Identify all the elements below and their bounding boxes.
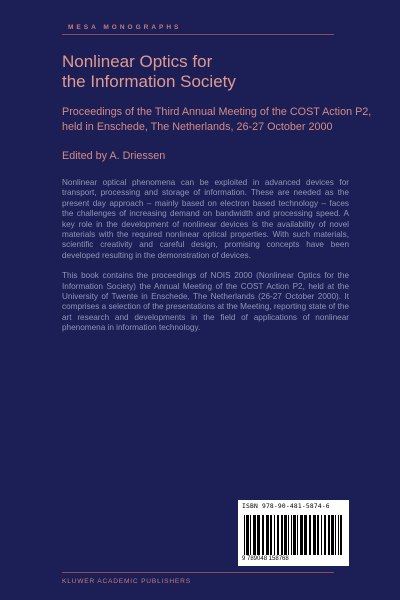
- barcode-bar: [270, 515, 272, 555]
- barcode-number: 9 789048 158768: [242, 556, 289, 562]
- barcode-bar: [321, 515, 322, 555]
- series-name: MESA MONOGRAPHS: [68, 24, 182, 31]
- barcode-bar: [304, 515, 307, 555]
- barcode-bar: [293, 515, 296, 555]
- barcode-bar: [246, 515, 249, 555]
- book-title-line-1: Nonlinear Optics for: [62, 52, 213, 71]
- barcode-bar: [288, 515, 289, 555]
- barcode-bar: [335, 515, 336, 555]
- top-divider: [62, 34, 334, 35]
- barcode-bar: [300, 515, 303, 555]
- barcode-bar: [253, 515, 256, 555]
- description-paragraph-2: This book contains the proceedings of NOIS 2000 (Nonlinear Optics for the Information Society) the Annual Meeting of the COST Action P2, held at the University of Twente in Enschede, The Netherlands (26-27 October 2000). It comprises a selection of the presentations at the Meeting, reporting state of the art research and developments in the field of applications of nonlinear phenomena in information technology.: [62, 271, 349, 333]
- barcode-bar: [266, 515, 269, 555]
- barcode-image: [243, 515, 344, 555]
- book-subtitle-line-2: held in Enschede, The Netherlands, 26-27 October 2000: [62, 121, 333, 133]
- book-description: [62, 178, 349, 344]
- barcode-bar: [291, 515, 292, 555]
- barcode-bar: [309, 515, 311, 555]
- barcode-bar: [297, 515, 298, 555]
- barcode-bar: [317, 515, 319, 555]
- book-subtitle-line-1: Proceedings of the Third Annual Meeting of the COST Action P2,: [62, 106, 372, 118]
- barcode-bar: [277, 515, 279, 555]
- barcode-label: [238, 500, 349, 566]
- isbn-text: ISBN 978-90-481-5874-6: [242, 503, 330, 510]
- barcode-bar: [257, 515, 260, 555]
- book-title-line-2: the Information Society: [62, 72, 236, 91]
- description-paragraph-1: Nonlinear optical phenomena can be exploited in advanced devices for transport, processing and storage of information. These are needed as the present day approach – mainly based on electron based technology – faces the challenges of increasing demand on bandwidth and processing speed. A key role in the development of nonlinear devices is the availability of novel materials with the required nonlinear optical properties. With such materials, scientific creativity and careful design, promising concepts have been developed resulting in the demonstration of devices.: [62, 178, 349, 260]
- barcode-bar: [324, 515, 326, 555]
- publisher-name: KLUWER ACADEMIC PUBLISHERS: [62, 578, 191, 585]
- barcode-bar: [331, 515, 334, 555]
- book-title: [62, 52, 362, 92]
- barcode-bar: [281, 515, 283, 555]
- barcode-bar: [244, 515, 245, 555]
- barcode-bar: [284, 515, 287, 555]
- barcode-bar: [274, 515, 275, 555]
- barcode-bar: [250, 515, 251, 555]
- barcode-bar: [338, 515, 339, 555]
- barcode-bar: [262, 515, 264, 555]
- barcode-bar: [313, 515, 316, 555]
- barcode-bar: [328, 515, 330, 555]
- barcode-bar: [340, 515, 342, 555]
- editor-credit: Edited by A. Driessen: [62, 150, 166, 162]
- book-subtitle: [62, 105, 382, 135]
- bottom-divider: [62, 572, 334, 573]
